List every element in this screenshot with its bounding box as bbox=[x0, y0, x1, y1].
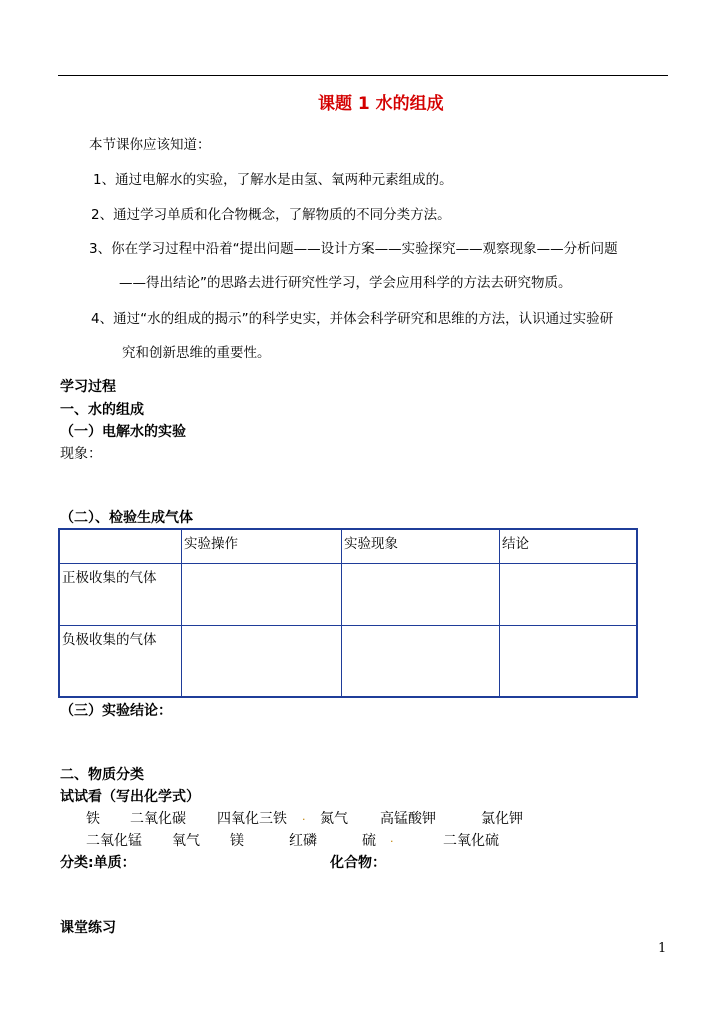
table-cell[interactable] bbox=[182, 625, 342, 697]
table-cell[interactable] bbox=[500, 625, 638, 697]
table-header-row bbox=[59, 529, 637, 563]
objective-2: 2、通过学习单质和化合物概念，了解物质的不同分类方法。 bbox=[91, 207, 451, 223]
table-cell[interactable] bbox=[342, 625, 500, 697]
dot-mark: . bbox=[302, 810, 306, 823]
substance-item: 二氧化锰 bbox=[86, 833, 142, 849]
phenomenon-label: 现象： bbox=[60, 446, 102, 462]
substance-item: 高锰酸钾 bbox=[380, 811, 436, 827]
substance-item: 红磷 bbox=[289, 833, 317, 849]
substance-item: 镁 bbox=[230, 833, 244, 849]
try-label: 试试看（写出化学式） bbox=[60, 789, 200, 805]
section-2-heading: 二、物质分类 bbox=[60, 767, 144, 783]
table-header-cell: 实验现象 bbox=[342, 529, 500, 563]
table-cell[interactable] bbox=[342, 563, 500, 625]
table-cell: 负极收集的气体 bbox=[59, 625, 182, 697]
intro-text: 本节课你应该知道： bbox=[89, 137, 211, 153]
substance-item: 四氧化三铁 bbox=[217, 811, 287, 827]
header-rule bbox=[58, 75, 668, 76]
objective-4-line-2: 究和创新思维的重要性。 bbox=[122, 345, 271, 361]
experiment-table bbox=[58, 528, 638, 698]
table-header-cell bbox=[59, 529, 182, 563]
page-number: 1 bbox=[658, 941, 667, 956]
substance-item: 氯化钾 bbox=[481, 811, 523, 827]
classify-label: 分类:单质： bbox=[60, 855, 136, 871]
objective-1: 1、通过电解水的实验，了解水是由氢、氧两种元素组成的。 bbox=[93, 172, 453, 188]
substance-item: 氮气 bbox=[320, 811, 348, 827]
substance-item: 硫 bbox=[362, 833, 376, 849]
table-row bbox=[59, 625, 637, 697]
compound-label: 化合物： bbox=[330, 855, 386, 871]
page-title: 课题 1 水的组成 bbox=[318, 94, 444, 114]
subsection-gas-test: （二）、检验生成气体 bbox=[60, 510, 193, 526]
practice-heading: 课堂练习 bbox=[60, 920, 116, 936]
table-header-cell: 结论 bbox=[500, 529, 638, 563]
table-cell[interactable] bbox=[182, 563, 342, 625]
substance-item: 铁 bbox=[86, 811, 100, 827]
process-heading: 学习过程 bbox=[60, 379, 116, 395]
table-header-cell: 实验操作 bbox=[182, 529, 342, 563]
subsection-electrolysis: （一）电解水的实验 bbox=[60, 424, 186, 440]
table-cell: 正极收集的气体 bbox=[59, 563, 182, 625]
table-row bbox=[59, 563, 637, 625]
substance-item: 氧气 bbox=[172, 833, 200, 849]
objective-4-line-1: 4、通过“水的组成的揭示”的科学史实，并体会科学研究和思维的方法，认识通过实验研 bbox=[91, 311, 614, 327]
substance-item: 二氧化碳 bbox=[130, 811, 186, 827]
objective-3-line-2: ——得出结论”的思路去进行研究性学习，学会应用科学的方法去研究物质。 bbox=[119, 275, 572, 291]
subsection-conclusion: （三）实验结论： bbox=[60, 703, 172, 719]
section-1-heading: 一、水的组成 bbox=[60, 402, 144, 418]
dot-mark: . bbox=[390, 832, 394, 845]
objective-3-line-1: 3、你在学习过程中沿着“提出问题——设计方案——实验探究——观察现象——分析问题 bbox=[89, 241, 618, 257]
substance-item: 二氧化硫 bbox=[443, 833, 499, 849]
table-cell[interactable] bbox=[500, 563, 638, 625]
